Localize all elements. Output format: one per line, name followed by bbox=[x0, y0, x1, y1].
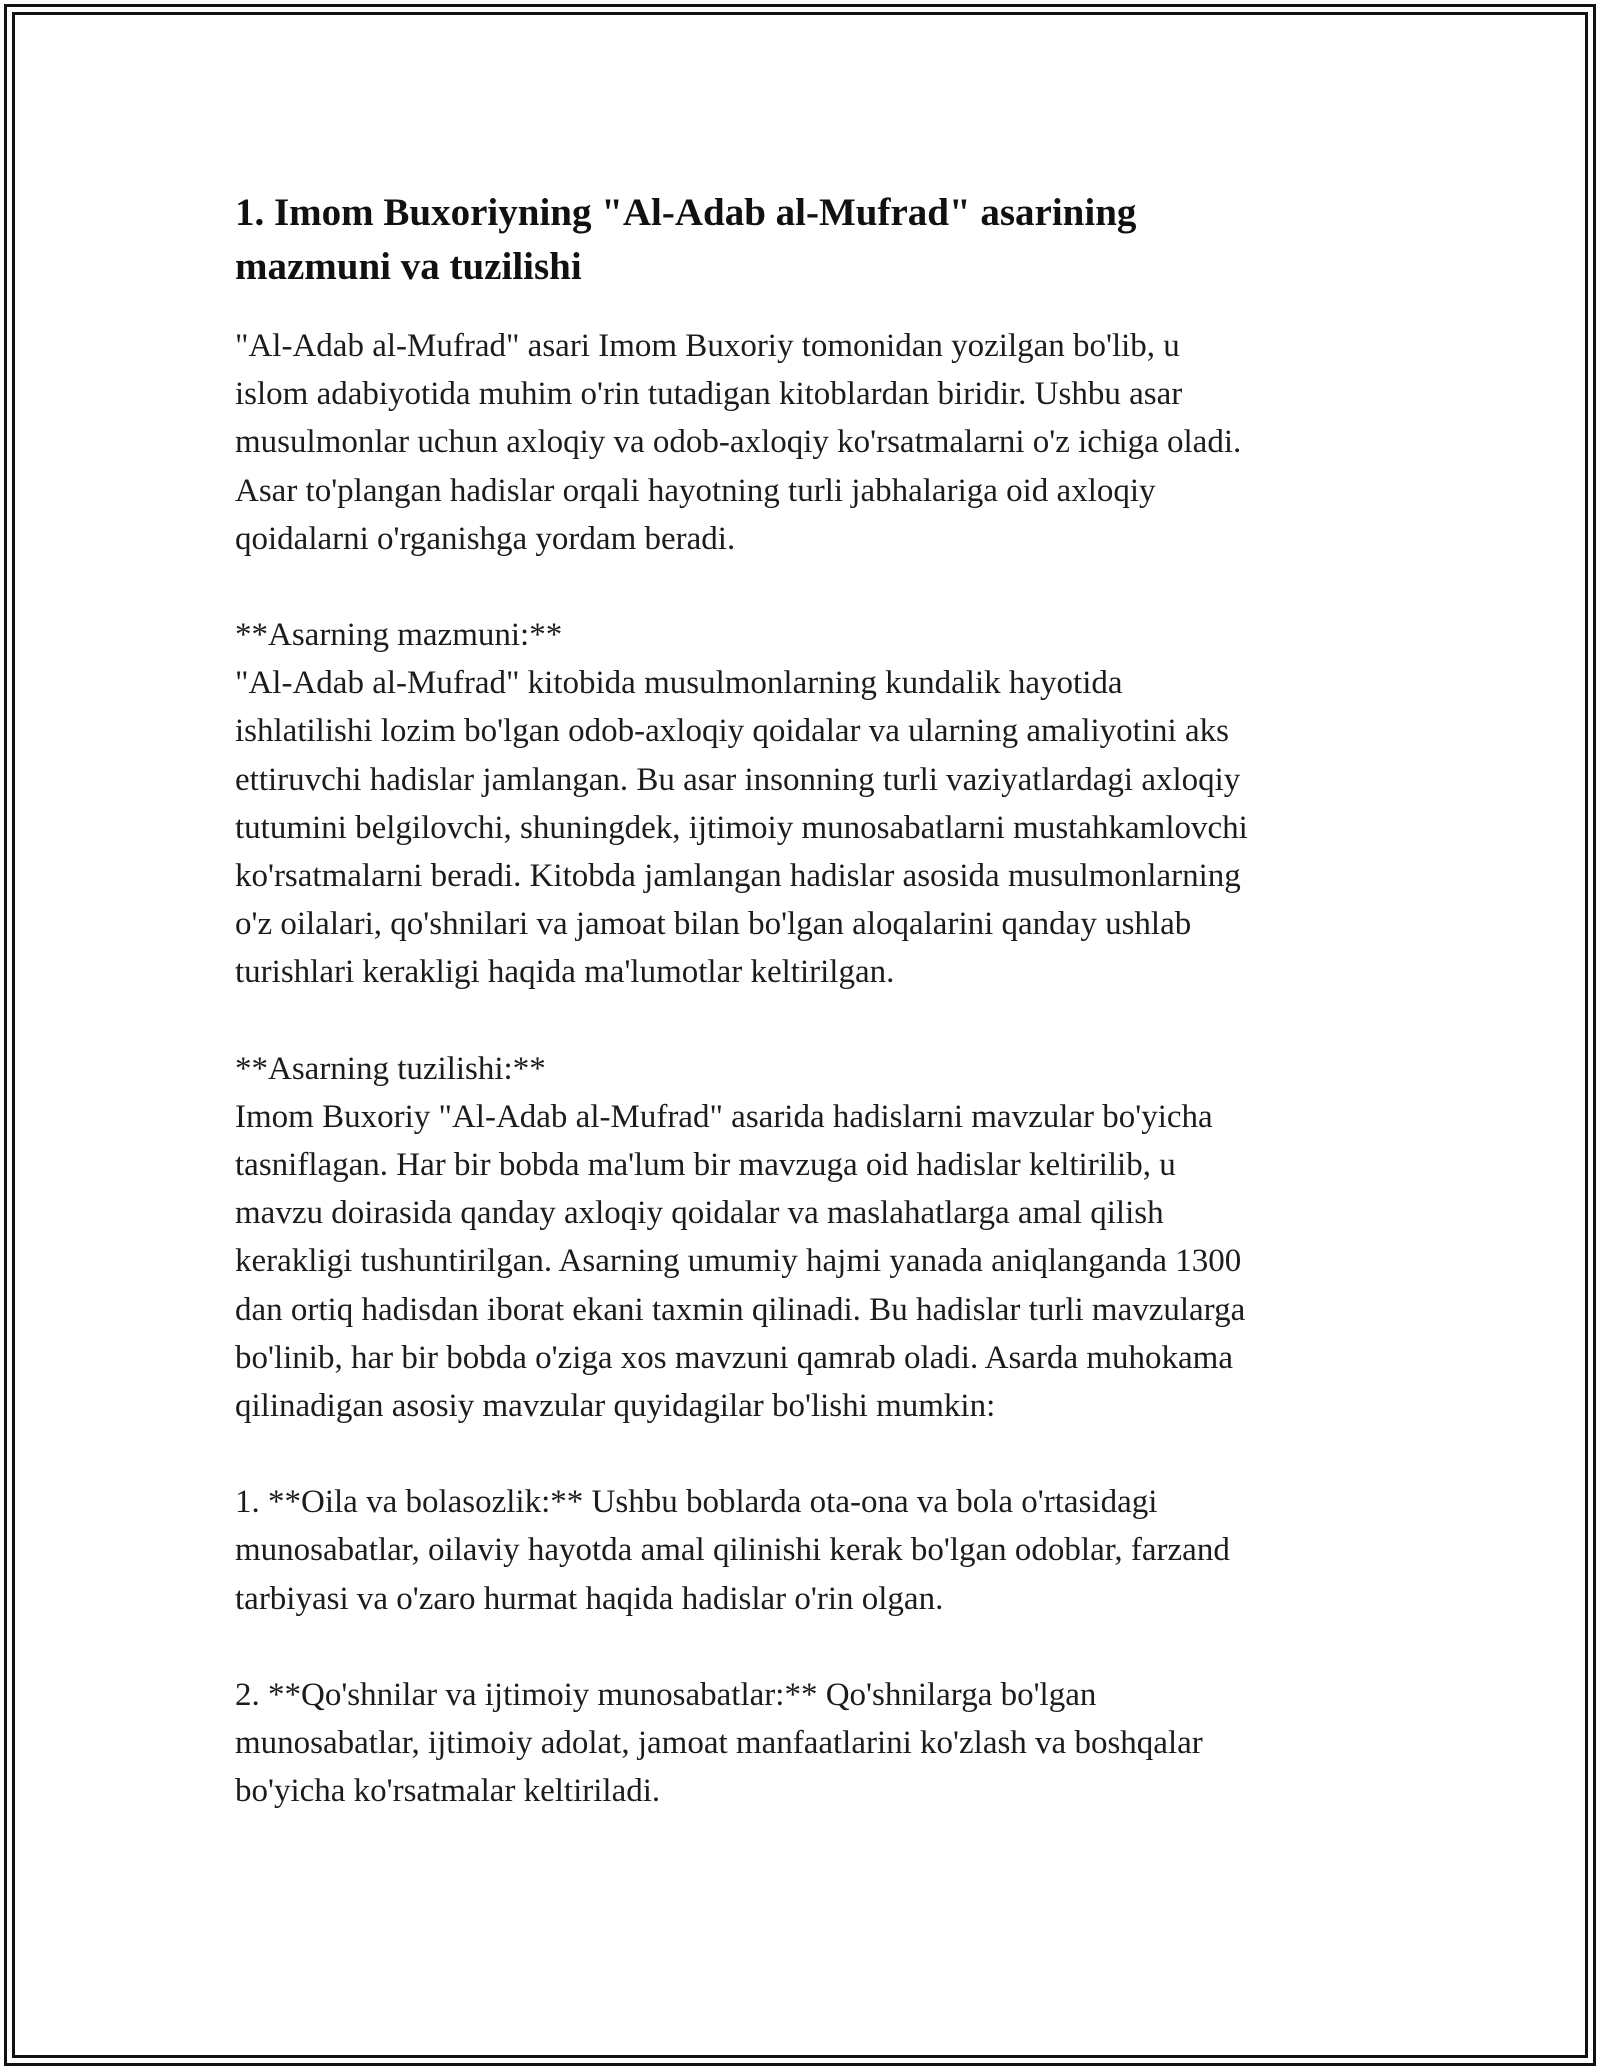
paragraph-spacer bbox=[235, 997, 1365, 1045]
paragraph-spacer bbox=[235, 563, 1365, 611]
document-body bbox=[235, 186, 1365, 1815]
paragraph-spacer bbox=[235, 1623, 1365, 1671]
intro-paragraph: "Al-Adab al-Mufrad" asari Imom Buxoriy tomonidan yozilgan bo'lib, u islom adabiyotida muhim o'rin tutadigan kitoblardan biridir. Ushbu asar musulmonlar uchun axloqiy va odob-axloqiy ko'rsatmalarni o'z ichiga oladi. Asar to'plangan hadislar orqali hayotning turli jabhalariga oid axloqiy qoidalarni o'rganishga yordam beradi. bbox=[235, 328, 1242, 557]
section-heading: 1. Imom Buxoriyning "Al-Adab al-Mufrad" asarining mazmuni va tuzilishi bbox=[235, 191, 1137, 288]
list-item-neighbors: 2. **Qo'shnilar va ijtimoiy munosabatlar:** Qo'shnilarga bo'lgan munosabatlar, ijtimoiy adolat, jamoat manfaatlarini ko'zlash va boshqalar bo'yicha ko'rsatmalar keltiriladi. bbox=[235, 1676, 1203, 1810]
structure-section-paragraph: **Asarning tuzilishi:** Imom Buxoriy "Al-Adab al-Mufrad" asarida hadislarni mavzular bo'yicha tasniflagan. Har bir bobda ma'lum bir mavzuga oid hadislar keltirilib, u mavzu doirasida qanday axloqiy qoidalar va maslahatlarga amal qilish kerakligi tushuntirilgan. Asarning umumiy hajmi yanada aniqlanganda 1300 dan ortiq hadisdan iborat ekani taxmin qilinadi. Bu hadislar turli mavzularga bo'linib, har bir bobda o'ziga xos mavzuni qamrab oladi. Asarda muhokama qilinadigan asosiy mavzular quyidagilar bo'lishi mumkin: bbox=[235, 1050, 1246, 1425]
paragraph-spacer bbox=[235, 1430, 1365, 1478]
list-item-family: 1. **Oila va bolasozlik:** Ushbu boblarda ota-ona va bola o'rtasidagi munosabatlar, oilaviy hayotda amal qilinishi kerak bo'lgan odoblar, farzand tarbiyasi va o'zaro hurmat haqida hadislar o'rin olgan. bbox=[235, 1484, 1230, 1617]
content-section-paragraph: **Asarning mazmuni:** "Al-Adab al-Mufrad" kitobida musulmonlarning kundalik hayotida ishlatilishi lozim bo'lgan odob-axloqiy qoidalar va ularning amaliyotini aks ettiruvchi hadislar jamlangan. Bu asar insonning turli vaziyatlardagi axloqiy tutumini belgilovchi, shuningdek, ijtimoiy munosabatlarni mustahkamlovchi ko'rsatmalarni beradi. Kitobda jamlangan hadislar asosida musulmonlarning o'z oilalari, qo'shnilari va jamoat bilan bo'lgan aloqalarini qanday ushlab turishlari kerakligi haqida ma'lumotlar keltirilgan. bbox=[235, 617, 1248, 991]
